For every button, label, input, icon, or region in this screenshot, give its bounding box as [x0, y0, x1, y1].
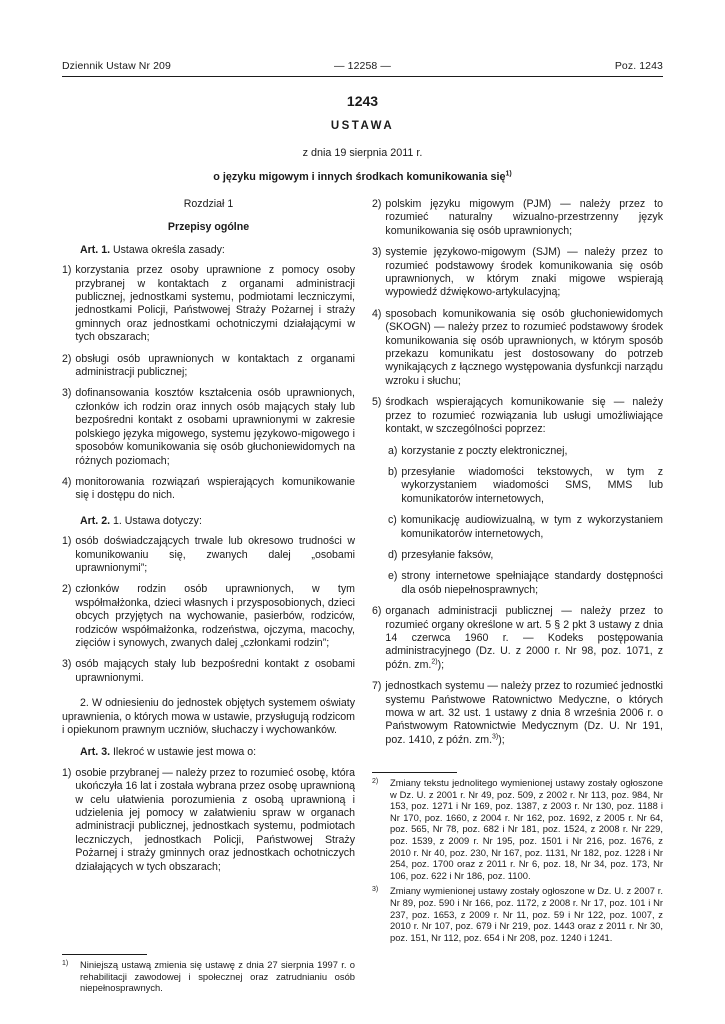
- item-text: korzystania przez osoby uprawnione z pomocy osoby przybranej w kontaktach z organami administracji publicznej, jednostkami systemu, podmiotami leczniczymi, jednostkami Policji, Państwowej Straży Pożarnej i straży gminnych oraz jednostkami ochotniczymi działającymi w tych obszarach;: [75, 264, 355, 344]
- item-text: osób doświadczających trwale lub okresowo trudności w komunikowaniu się, zwanych dalej „osobami uprawnionymi”;: [75, 535, 355, 574]
- art3-subitem: [388, 570, 663, 597]
- act-title-footnote-ref[interactable]: 1): [505, 170, 512, 178]
- item-number: 2): [372, 198, 382, 210]
- item-text: sposobach komunikowania się osób głuchoniewidomych (SKOGN) — należy przez to rozumieć podstawowy środek komunikowania się osób uprawnionych, w którym sposób przekazu komunikatu jest dostosowany do potrzeb wynikających z łącznego występowania dysfunkcji narządu wzroku i słuchu;: [385, 307, 663, 387]
- art3-item: [372, 605, 663, 672]
- item-number: 7): [372, 680, 382, 693]
- art3-subitem: [388, 445, 663, 458]
- item-text: [385, 680, 663, 747]
- art3-item: [62, 767, 355, 874]
- subitem-text: strony internetowe spełniające standardy dostępności dla osób niepełnosprawnych;: [401, 570, 663, 596]
- art1-intro: Ustawa określa zasady:: [112, 243, 225, 256]
- art2-heading: [80, 515, 355, 528]
- footnote-text: Zmiany tekstu jednolitego wymienionej ustawy zostały ogłoszone w Dz. U. z 2001 r. Nr 49, poz. 509, z 2002 r. Nr 113, poz. 984, Nr 153, poz. 1271 i Nr 169, poz. 1387, z 2003 r. Nr 130, poz. 1188 i Nr 170, poz. 1660, z 2004 r. Nr 162, poz. 1692, z 2005 r. Nr 64, poz. 565, Nr 78, poz. 682 i Nr 181, poz. 1524, z 2008 r. Nr 229, poz. 1539, z 2009 r. Nr 195, poz. 1501 i Nr 216, poz. 1676, z 2010 r. Nr 40, poz. 230, Nr 167, poz. 1131, Nr 182, poz. 1228 i Nr 254, poz. 1700 oraz z 2011 r. Nr 6, poz. 18, Nr 34, poz. 173, Nr 106, poz. 622 i Nr 186, poz. 1100.: [390, 777, 663, 881]
- item-number: 5): [372, 396, 382, 409]
- art3-subitem: [388, 514, 663, 541]
- footnote-mark: 2): [372, 778, 379, 785]
- art2-intro: 1. Ustawa dotyczy:: [112, 514, 202, 527]
- item-text: środkach wspierających komunikowanie się — należy przez to rozumieć rozwiązania lub usługi umożliwiające kontakt, w szczególności poprzez:: [385, 396, 663, 436]
- item-text: osobie przybranej — należy przez to rozumieć osobę, która ukończyła 16 lat i została wybrana przez osobę uprawnioną w celu ułatwienia porozumienia z osobą uprawnioną i udzielenia jej pomocy w załatwieniu spraw w organach administracji publicznej, jednostkach systemu, podmiotach leczniczych, jednostkach Policji, Państwowej Straży Pożarnej i straży gminnych oraz jednostkach ochotniczych działających w tych obszarach;: [75, 766, 355, 873]
- art2-item: [62, 658, 355, 685]
- subitem-letter: e): [388, 570, 398, 583]
- art2-item: [62, 535, 355, 575]
- right-column: [372, 198, 663, 755]
- subitem-letter: c): [388, 514, 397, 527]
- art1-heading: [80, 244, 355, 257]
- art3-item: [372, 396, 663, 436]
- item-number: 3): [372, 246, 382, 259]
- footnote-ref[interactable]: 3): [492, 733, 499, 741]
- art1-item: [62, 387, 355, 467]
- item-tail: );: [498, 733, 505, 746]
- art1-item: [62, 476, 355, 503]
- act-title-text: o języku migowym i innych środkach komunikowania się: [213, 171, 506, 183]
- art1-item: [62, 353, 355, 380]
- art3-subitem: [388, 549, 663, 562]
- item-body: organach administracji publicznej — należy przez to rozumieć organy określone w art. 5 § 2 pkt 3 ustawy z dnia 14 czerwca 1960 r. — Kodeks postępowania administracyjnego (Dz. U. z 2000 r. Nr 98, poz. 1071, z późn. zm.: [385, 605, 663, 671]
- item-text: monitorowania rozwiązań wspierających komunikowanie się i dostępu do nich.: [75, 475, 355, 502]
- footnote-text: Niniejszą ustawą zmienia się ustawę z dnia 27 sierpnia 1997 r. o rehabilitacji zawodowej i społecznej oraz zatrudnianiu osób niepełnosprawnych.: [80, 959, 355, 994]
- subitem-letter: b): [388, 465, 398, 478]
- footnote-rule: [372, 772, 457, 773]
- subitem-letter: d): [388, 548, 398, 561]
- footnote-2: [372, 777, 663, 881]
- right-footnotes: [372, 777, 663, 947]
- art1-item: [62, 264, 355, 344]
- footnote-3: [372, 885, 663, 943]
- page-number: — 12258 —: [334, 60, 391, 72]
- item-text: [385, 605, 663, 672]
- item-number: 1): [62, 766, 72, 779]
- left-column: [62, 198, 355, 882]
- item-number: 2): [62, 352, 72, 365]
- art2-label: Art. 2.: [80, 514, 111, 527]
- act-type: USTAWA: [330, 120, 395, 132]
- footnote-mark: 1): [62, 960, 69, 967]
- journal-name: Dziennik Ustaw Nr 209: [62, 60, 171, 72]
- item-number: 4): [62, 475, 72, 488]
- subitem-text: przesyłanie faksów,: [401, 548, 494, 561]
- item-tail: );: [437, 658, 445, 671]
- act-number: 1243: [346, 93, 379, 109]
- act-date: z dnia 19 sierpnia 2011 r.: [302, 147, 423, 159]
- art3-label: Art. 3.: [80, 746, 111, 759]
- item-number: 1): [62, 264, 72, 277]
- footnote-rule: [62, 954, 147, 955]
- item-number: 3): [62, 387, 72, 400]
- left-footnotes: [62, 959, 355, 998]
- item-text: obsługi osób uprawnionych w kontaktach z organami administracji publicznej;: [75, 352, 355, 379]
- item-body: jednostkach systemu — należy przez to rozumieć jednostki systemu Państwowe Ratownictwo Medyczne, o których mowa w art. 32 ust. 1 ustawy z dnia 8 września 2006 r. o Państwowym Ratownictwie Medycznym (Dz. U. Nr 191, poz. 1410, z późn. zm.: [385, 680, 663, 746]
- item-text: osób mających stały lub bezpośredni kontakt z osobami uprawnionymi.: [75, 658, 355, 684]
- art2-item: [62, 583, 355, 650]
- subitem-text: korzystanie z poczty elektronicznej,: [401, 444, 568, 457]
- art3-subitem: [388, 466, 663, 506]
- item-text: dofinansowania kosztów kształcenia osób uprawnionych, członków ich rodzin oraz innych osób mających stały lub bezpośredni kontakt z osobami uprawnionymi w zakresie polskiego języka migowego, systemu językowo-migowego i sposobów komunikowania się osób głuchoniewidomych na różnych poziomach;: [75, 387, 355, 467]
- item-text: członków rodzin osób uprawnionych, w tym współmałżonka, dzieci własnych i przysposobionych, dzieci obcych przyjętych na wychowanie, pasierbów, rodziców, rodziców współmałżonka, rodzeństwa, ojczyma, macochy, zięciów i synowych, zwanych dalej „członkami rodzin”;: [75, 583, 355, 649]
- footnote-1: [62, 959, 355, 994]
- footnote-text: Zmiany wymienionej ustawy zostały ogłoszone w Dz. U. z 2007 r. Nr 89, poz. 590 i Nr 166, poz. 1172, z 2008 r. Nr 17, poz. 101 i Nr 237, poz. 1653, z 2009 r. Nr 11, poz. 59 i Nr 122, poz. 1007, z 2010 r. Nr 107, poz. 679 i Nr 219, poz. 1443 oraz z 2011 r. Nr 30, poz. 151, Nr 112, poz. 654 i Nr 208, poz. 1240 i 1241.: [390, 885, 663, 943]
- subitem-text: komunikację audiowizualną, w tym z wykorzystaniem komunikatorów internetowych,: [400, 514, 663, 540]
- art2-paragraph-2: 2. W odniesieniu do jednostek objętych systemem oświaty uprawnienia, o których mowa w ustawie, przysługują rodzicom i opiekunom prawnym uczniów, słuchaczy i wychowanków.: [62, 697, 355, 736]
- chapter-title: Przepisy ogólne: [167, 221, 250, 234]
- chapter-label: Rozdział 1: [183, 198, 234, 210]
- art3-item: [372, 680, 663, 747]
- item-number: 1): [62, 535, 72, 548]
- art3-item: [372, 308, 663, 388]
- art3-item: [372, 246, 663, 300]
- item-number: 6): [372, 605, 382, 618]
- item-number: 3): [62, 658, 72, 671]
- subitem-letter: a): [388, 444, 398, 457]
- item-number: 2): [62, 583, 72, 596]
- header-rule: [62, 76, 663, 77]
- art1-label: Art. 1.: [80, 243, 111, 256]
- position-number: Poz. 1243: [614, 60, 663, 72]
- act-title: [0, 171, 725, 183]
- footnote-mark: 3): [372, 886, 379, 894]
- footnote-ref[interactable]: 2): [431, 658, 438, 666]
- subitem-text: przesyłanie wiadomości tekstowych, w tym z wykorzystaniem wiadomości SMS, MMS lub komunikatorów internetowych,: [401, 465, 663, 505]
- item-text: polskim języku migowym (PJM) — należy przez to rozumieć naturalny wizualno-przestrzenny język komunikowania się osób uprawnionych;: [385, 198, 663, 237]
- art3-item: [372, 198, 663, 238]
- item-number: 4): [372, 307, 382, 320]
- item-text: systemie językowo-migowym (SJM) — należy przez to rozumieć podstawowy środek komunikowania się osób uprawnionych, w którym znaki migowe wspierają wypowiedź dźwiękowo-artykulacyjną;: [385, 246, 663, 299]
- art3-heading: [80, 746, 355, 759]
- art3-intro: Ilekroć w ustawie jest mowa o:: [112, 746, 257, 759]
